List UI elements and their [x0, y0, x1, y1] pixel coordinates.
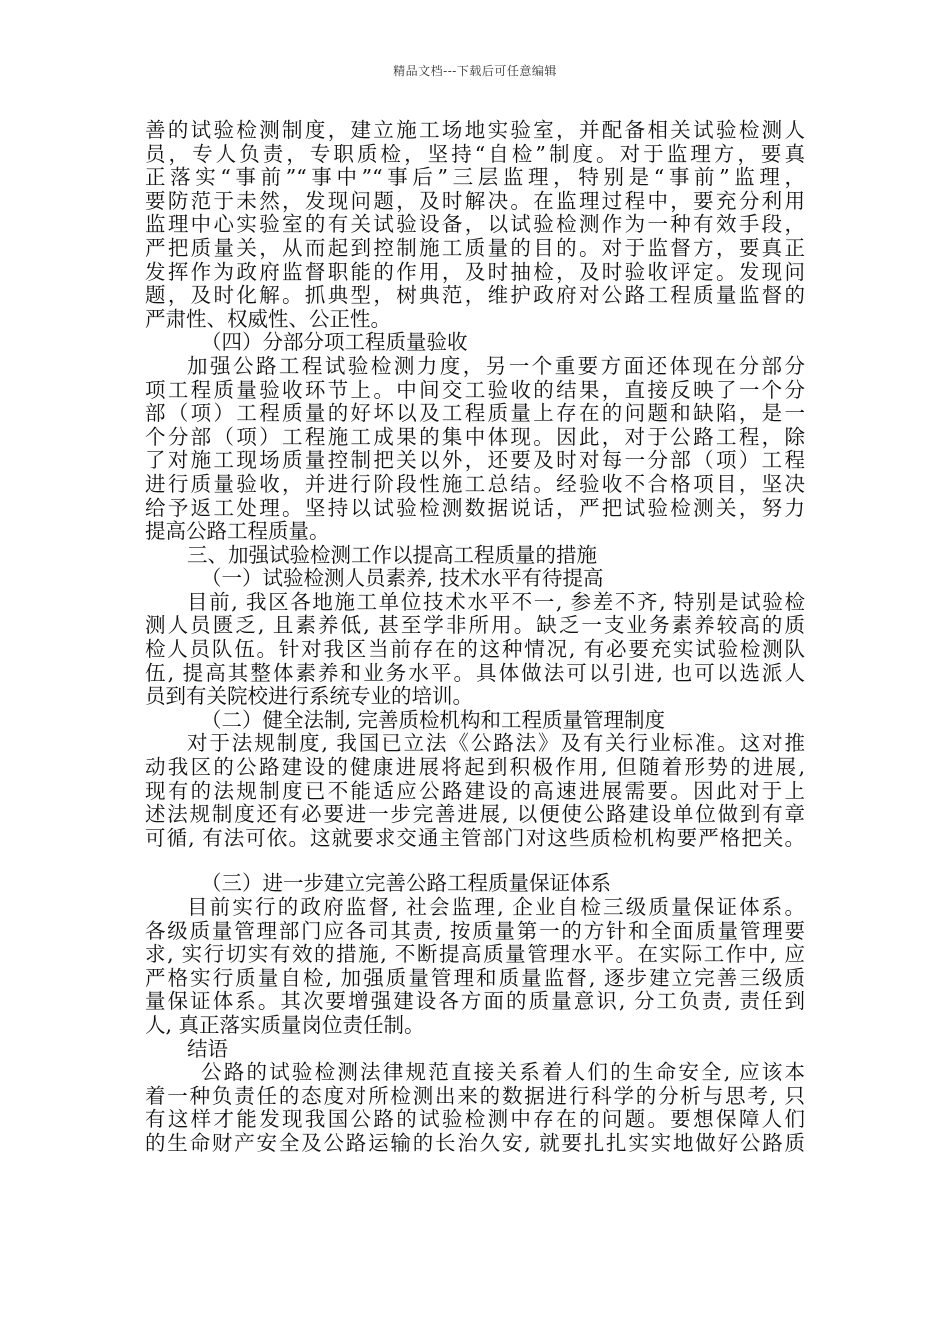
- text-line: 着一种负责任的态度对所检测出来的数据进行科学的分析与思考, 只: [145, 1083, 805, 1108]
- text-line: 现有的法规制度已不能适应公路建设的高速进展需要。因此对于上: [145, 778, 805, 803]
- text-line: 动我区的公路建设的健康进展将起到积极作用, 但随着形势的进展,: [145, 755, 805, 780]
- text-line: 题，及时化解。抓典型，树典范，维护政府对公路工程质量监督的: [145, 283, 805, 308]
- text-line: 伍, 提高其整体素养和业务水平。具体做法可以引进, 也可以选派人: [145, 660, 805, 685]
- text-line: 正落实“事前”“事中”“事后”三层监理，特别是“事前”监理，: [145, 165, 805, 190]
- text-line: 可循, 有法可依。这就要求交通主管部门对这些质检机构要严格把关。: [145, 825, 805, 850]
- text-line: 公路的试验检测法律规范直接关系着人们的生命安全, 应该本: [201, 1060, 805, 1085]
- section-heading: （四）分部分项工程质量验收: [201, 330, 468, 355]
- text-line: 目前实行的政府监督, 社会监理, 企业自检三级质量保证体系。: [187, 895, 805, 919]
- text-line: 部（项）工程质量的好坏以及工程质量上存在的问题和缺陷，是一: [145, 401, 805, 426]
- section-heading: 三、加强试验检测工作以提高工程质量的措施: [187, 542, 597, 567]
- text-line: 量保证体系。其次要增强建设各方面的质量意识, 分工负责, 责任到: [145, 989, 805, 1014]
- page-header: 精品文档---下载后可任意编辑: [393, 64, 557, 78]
- text-line: 要防范于未然，发现问题，及时解决。在监理过程中，要充分利用: [145, 188, 805, 213]
- text-line: 加强公路工程试验检测力度，另一个重要方面还体现在分部分: [187, 353, 805, 378]
- text-line: 人, 真正落实质量岗位责任制。: [145, 1012, 425, 1037]
- text-line: 求, 实行切实有效的措施, 不断提高质量管理水平。在实际工作中, 应: [145, 942, 805, 967]
- section-heading: （一）试验检测人员素养, 技术水平有待提高: [201, 566, 604, 591]
- section-heading: （二）健全法制, 完善质检机构和工程质量管理制度: [201, 707, 666, 732]
- text-line: 各级质量管理部门应各司其责, 按质量第一的方针和全面质量管理要: [145, 918, 805, 943]
- text-line: 严肃性、权威性、公正性。: [145, 306, 391, 331]
- text-line: 监理中心实验室的有关试验设备，以试验检测作为一种有效手段，: [145, 212, 805, 237]
- text-line: 员到有关院校进行系统专业的培训。: [145, 684, 473, 709]
- section-heading: （三）进一步建立完善公路工程质量保证体系: [201, 871, 611, 896]
- text-line: 严格实行质量自检, 加强质量管理和质量监督, 逐步建立完善三级质: [145, 965, 805, 990]
- text-line: 进行质量验收，并进行阶段性施工总结。经验收不合格项目，坚决: [145, 471, 805, 496]
- text-line: 给予返工处理。坚持以试验检测数据说话，严把试验检测关，努力: [145, 495, 805, 520]
- document-body: [145, 119, 805, 1156]
- text-line: 对于法规制度, 我国已立法《公路法》及有关行业标准。这对推: [187, 731, 805, 756]
- text-line: 善的试验检测制度，建立施工场地实验室，并配备相关试验检测人: [145, 118, 805, 142]
- paragraph-gap: [145, 850, 805, 872]
- text-line: 个分部（项）工程施工成果的集中体现。因此，对于公路工程，除: [145, 424, 805, 449]
- text-line: 发挥作为政府监督职能的作用，及时抽检，及时验收评定。发现问: [145, 259, 805, 284]
- section-heading: 结语: [187, 1036, 228, 1061]
- text-line: 目前, 我区各地施工单位技术水平不一, 参差不齐, 特别是试验检: [187, 589, 805, 614]
- text-line: 述法规制度还有必要进一步完善进展, 以便使公路建设单位做到有章: [145, 802, 805, 827]
- text-line: 的生命财产安全及公路运输的长治久安, 就要扎扎实实地做好公路质: [145, 1130, 805, 1155]
- text-line: 有这样才能发现我国公路的试验检测中存在的问题。要想保障人们: [145, 1107, 805, 1132]
- text-line: 提高公路工程质量。: [145, 519, 330, 544]
- text-line: 严把质量关，从而起到控制施工质量的目的。对于监督方，要真正: [145, 235, 805, 260]
- text-line: 检人员队伍。针对我区当前存在的这种情况, 有必要充实试验检测队: [145, 637, 805, 662]
- text-line: 项工程质量验收环节上。中间交工验收的结果，直接反映了一个分: [145, 377, 805, 402]
- text-line: 测人员匮乏, 且素养低, 甚至学非所用。缺乏一支业务素养较高的质: [145, 613, 805, 638]
- text-line: 员，专人负责，专职质检，坚持“自检”制度。对于监理方，要真: [145, 141, 805, 166]
- text-line: 了对施工现场质量控制把关以外，还要及时对每一分部（项）工程: [145, 448, 805, 473]
